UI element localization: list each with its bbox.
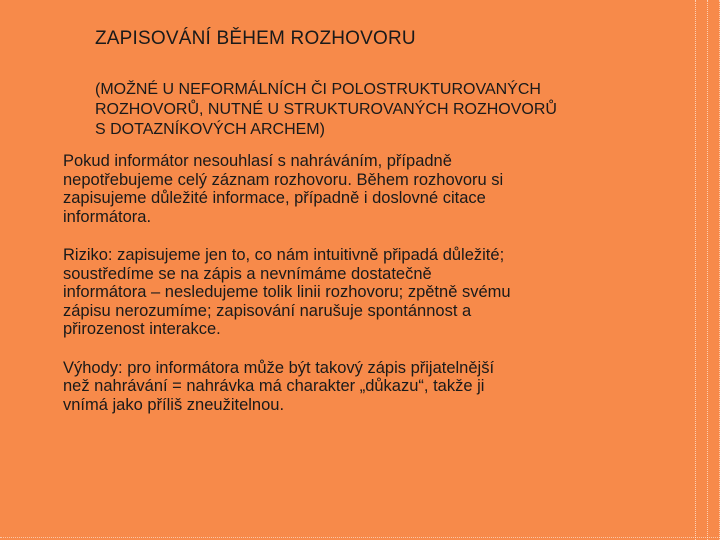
paragraph-line: zapisujeme důležité informace, případně i doslovné citace [63, 189, 486, 207]
paragraph-line: informátora. [63, 207, 152, 226]
decorative-dotted-line [707, 0, 708, 540]
slide-subtitle [95, 80, 635, 140]
subtitle-line: ROZHOVORŮ, NUTNÉ U STRUKTUROVANÝCH ROZHOVORŮ [95, 101, 557, 118]
decorative-dotted-line [695, 0, 696, 540]
decorative-dotted-line [0, 537, 720, 538]
paragraph-line: než nahrávání = nahrávka má charakter „důkazu“, takže ji [63, 377, 485, 395]
paragraph-line: Výhody: pro informátora může být takový zápis přijatelnější [63, 358, 495, 377]
slide-title: ZAPISOVÁNÍ BĚHEM ROZHOVORU [95, 28, 416, 49]
paragraph-line: Riziko: zapisujeme jen to, co nám intuitivně připadá důležité; [63, 246, 505, 264]
subtitle-line: (MOŽNÉ U NEFORMÁLNÍCH ČI POLOSTRUKTUROVANÝCH [95, 81, 541, 98]
paragraph-line: Pokud informátor nesouhlasí s nahráváním, případně [63, 152, 452, 170]
paragraph-line: vnímá jako příliš zneužitelnou. [63, 395, 285, 414]
subtitle-line: S DOTAZNÍKOVÝCH ARCHEM) [95, 121, 325, 138]
paragraph-recording-consent [63, 152, 643, 226]
paragraph-line: soustředíme se na zápis a nevnímáme dostatečně [63, 264, 432, 283]
paragraph-line: zápisu nerozumíme; zapisování narušuje spontánnost a [63, 301, 472, 320]
paragraph-advantages [63, 359, 643, 415]
paragraph-line: nepotřebujeme celý záznam rozhovoru. Během rozhovoru si [63, 170, 504, 189]
slide-body [63, 152, 643, 434]
paragraph-risks [63, 246, 643, 339]
paragraph-line: informátora – nesledujeme tolik linii rozhovoru; zpětně svému [63, 283, 511, 301]
paragraph-line: přirozenost interakce. [63, 320, 221, 338]
